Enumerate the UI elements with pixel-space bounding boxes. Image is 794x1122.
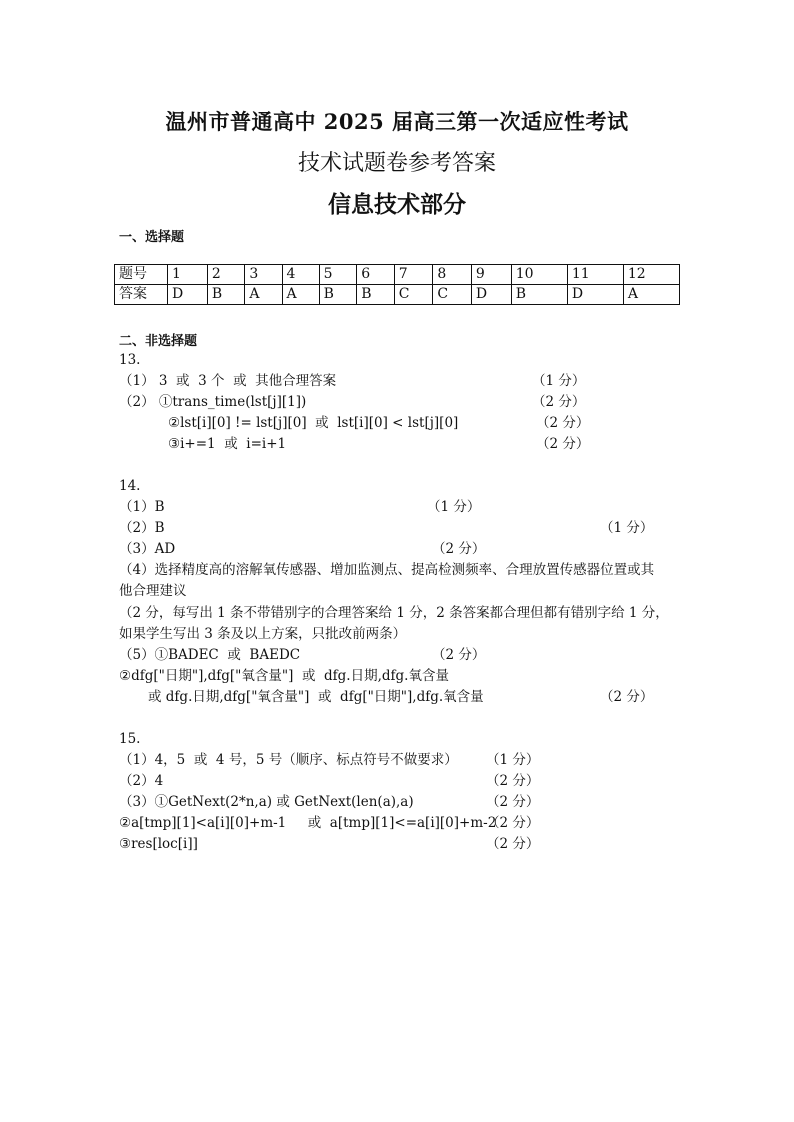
answer-cell: B <box>319 285 357 305</box>
question-number: 6 <box>357 265 395 285</box>
question-number-row <box>115 265 680 285</box>
answer-row <box>115 285 680 305</box>
question-number: 11 <box>567 265 623 285</box>
answer-cell: D <box>567 285 623 305</box>
answer-cell: B <box>511 285 567 305</box>
q13-answer-2: （2） ①trans_time(lst[j][1]) <box>119 394 307 410</box>
answer-cell: B <box>207 285 245 305</box>
q14-scoring-note: （2 分，每写出 1 条不带错别字的合理答案给 1 分，2 条答案都合理但都有错别字给 1 分， <box>119 605 669 621</box>
row-label-question: 题号 <box>115 265 168 285</box>
answer-cell: D <box>471 285 511 305</box>
q15-answer-3: （3）①GetNext(2*n,a) 或 GetNext(len(a),a) <box>119 794 414 810</box>
q14-points-5: （2 分） <box>432 647 486 663</box>
q14-answer-2: （2）B <box>119 520 165 536</box>
q15-points-3: （2 分） <box>486 794 540 810</box>
q14-points-7: （2 分） <box>600 689 654 705</box>
q15-answer-2: （2）4 <box>119 773 164 789</box>
answer-cell: A <box>282 285 319 305</box>
answer-cell: B <box>357 285 395 305</box>
exam-subtitle: 技术试题卷参考答案 <box>297 151 496 176</box>
question-number: 3 <box>245 265 282 285</box>
section-2-heading: 二、非选择题 <box>119 334 198 349</box>
q15-number: 15. <box>119 731 141 747</box>
question-number: 5 <box>319 265 357 285</box>
q13-points-2: （2 分） <box>532 394 586 410</box>
question-number: 2 <box>207 265 245 285</box>
q14-answer-6: ②dfg["日期"],dfg["氧含量"] 或 dfg.日期,dfg.氧含量 <box>119 668 449 684</box>
q14-number: 14. <box>119 478 141 494</box>
row-label-answer: 答案 <box>115 285 168 305</box>
q14-answer-4a: （4）选择精度高的溶解氧传感器、增加监测点、提高检测频率、合理放置传感器位置或其 <box>119 562 655 578</box>
answer-table <box>114 264 680 305</box>
q13-points-3: （2 分） <box>536 415 590 431</box>
answer-cell: A <box>245 285 282 305</box>
answer-cell: C <box>433 285 472 305</box>
q13-answer-4: ③i+=1 或 i=i+1 <box>168 436 287 452</box>
q13-number: 13. <box>119 352 141 368</box>
q14-scoring-note-2: 如果学生写出 3 条及以上方案，只批改前两条） <box>119 626 407 642</box>
q14-answer-3: （3）AD <box>119 541 176 557</box>
q14-answer-4b: 他合理建议 <box>119 583 187 599</box>
q14-answer-7: 或 dfg.日期,dfg["氧含量"] 或 dfg["日期"],dfg.氧含量 <box>148 689 484 705</box>
part-title: 信息技术部分 <box>328 191 466 218</box>
answer-cell: C <box>394 285 433 305</box>
q15-answer-5: ③res[loc[i]] <box>119 836 198 852</box>
q14-answer-1: （1）B <box>119 499 165 515</box>
q13-answer-1: （1） 3 或 3 个 或 其他合理答案 <box>119 373 337 389</box>
q13-answer-3: ②lst[i][0] != lst[j][0] 或 lst[i][0] < lst[j][0] <box>168 415 459 431</box>
q14-answer-5: （5）①BADEC 或 BAEDC <box>119 647 301 663</box>
q15-answer-1: （1）4，5 或 4 号，5 号（顺序、标点符号不做要求） <box>119 752 458 768</box>
answer-cell: A <box>623 285 679 305</box>
q15-points-5: （2 分） <box>486 836 540 852</box>
q13-points-1: （1 分） <box>532 373 586 389</box>
exam-title: 温州市普通高中 2025 届高三第一次适应性考试 <box>165 109 629 134</box>
q15-points-2: （2 分） <box>486 773 540 789</box>
question-number: 9 <box>471 265 511 285</box>
section-1-heading: 一、选择题 <box>119 230 185 245</box>
q15-points-4: （2 分） <box>486 815 540 831</box>
q15-answer-4: ②a[tmp][1]<a[i][0]+m-1 或 a[tmp][1]<=a[i][0]+m-2 <box>119 815 497 831</box>
question-number: 10 <box>511 265 567 285</box>
question-number: 8 <box>433 265 472 285</box>
q14-points-3: （2 分） <box>432 541 486 557</box>
q15-points-1: （1 分） <box>486 752 540 768</box>
answer-cell: D <box>168 285 208 305</box>
question-number: 12 <box>623 265 679 285</box>
question-number: 1 <box>168 265 208 285</box>
q14-points-2: （1 分） <box>600 520 654 536</box>
q14-points-1: （1 分） <box>427 499 481 515</box>
q13-points-4: （2 分） <box>536 436 590 452</box>
question-number: 7 <box>394 265 433 285</box>
question-number: 4 <box>282 265 319 285</box>
